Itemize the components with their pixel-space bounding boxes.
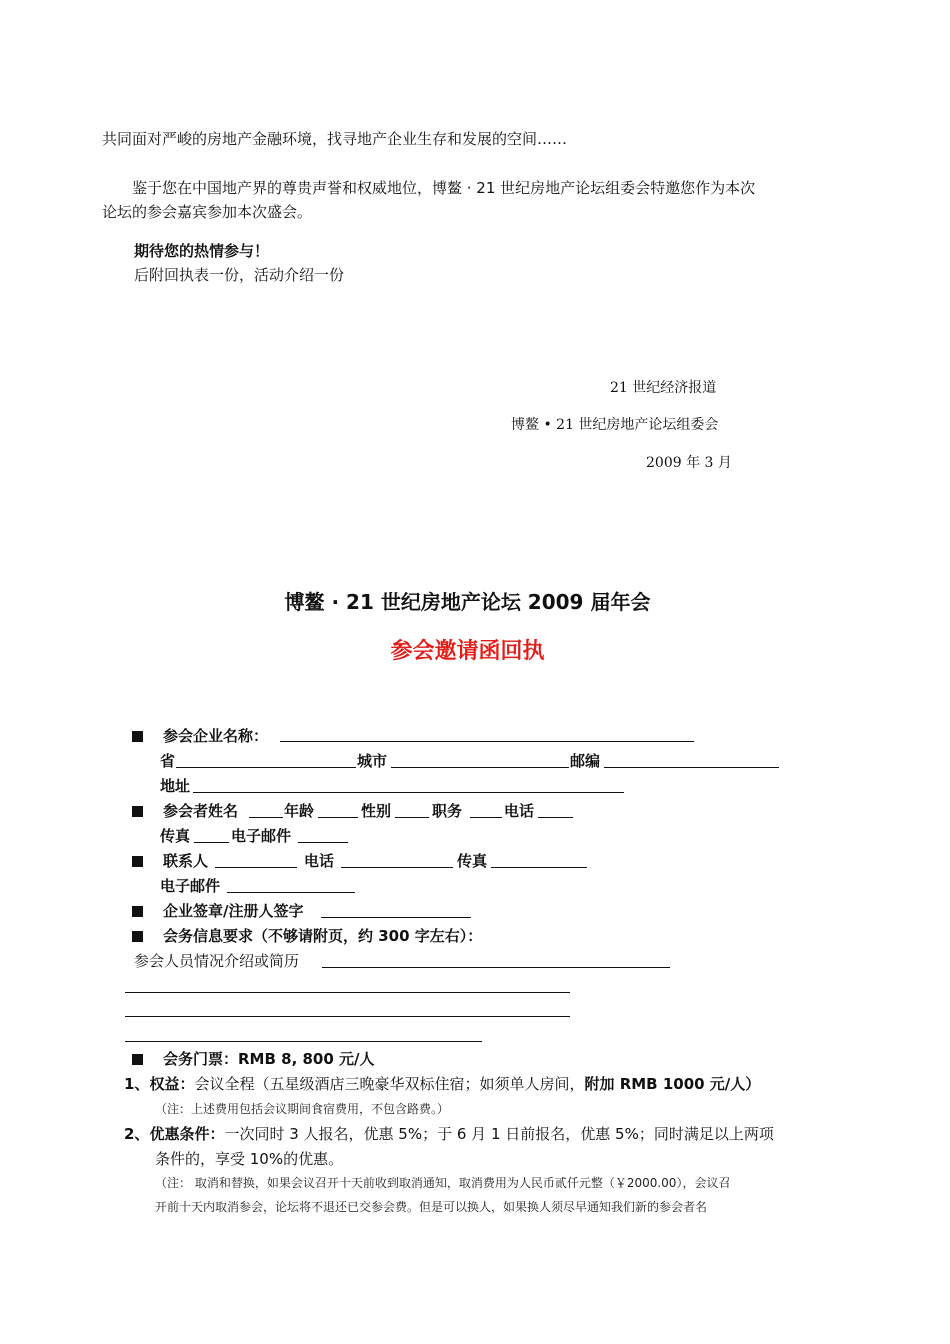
letter-para2-line2: 论坛的参会嘉宾参加本次盛会。	[102, 203, 313, 221]
cancel-note2: 开前十天内取消参会，论坛将不退还已交参会费。但是可以换人，如果换人须尽早通知我们新的参会者名	[155, 1200, 708, 1214]
bullet-square-icon	[132, 856, 143, 867]
position-field[interactable]	[470, 817, 502, 818]
city-label: 城市	[357, 752, 388, 770]
company-label: 参会企业名称：	[163, 727, 269, 745]
phone-label: 电话	[504, 802, 535, 820]
province-field[interactable]	[176, 767, 356, 768]
rights-note: （注：上述费用包括会议期间食宿费用，不包含路费。）	[155, 1102, 450, 1116]
ticket-label: 会务门票：RMB 8, 800 元/人	[163, 1050, 375, 1068]
position-label: 职务	[432, 802, 463, 820]
email-label: 电子邮件	[231, 827, 292, 845]
bio-field-line3[interactable]	[125, 1016, 570, 1017]
bio-field-line4[interactable]	[125, 1041, 482, 1042]
rights-text: 会议全程（五星级酒店三晚豪华双标住宿；如须单人房间，	[194, 1075, 585, 1093]
gender-field[interactable]	[395, 817, 429, 818]
discount-text1: 一次同时 3 人报名，优惠 5%；于 6 月 1 日前报名，优惠 5%；同时满足以上两项	[224, 1125, 774, 1143]
contact-email-field[interactable]	[227, 892, 355, 893]
bullet-square-icon	[132, 731, 143, 742]
contact-row	[132, 850, 208, 871]
discount-text2: 条件的，享受 10%的优惠。	[155, 1150, 344, 1168]
rights-extra: 附加 RMB 1000 元/人）	[584, 1075, 761, 1093]
rights-row	[124, 1073, 760, 1094]
sign-date: 2009 年 3 月	[646, 455, 732, 471]
address-field[interactable]	[193, 792, 624, 793]
bio-field-line1[interactable]	[322, 967, 670, 968]
bio-field-line2[interactable]	[125, 992, 570, 993]
contact-phone-label: 电话	[304, 852, 335, 870]
phone-field[interactable]	[538, 817, 573, 818]
letter-line1: 共同面对严峻的房地产金融环境，找寻地产企业生存和发展的空间……	[102, 130, 568, 148]
discount-label: 优惠条件：	[149, 1125, 225, 1143]
letter-expect: 期待您的热情参与！	[134, 242, 270, 260]
seal-label: 企业签章/注册人签字	[163, 902, 304, 920]
bullet-square-icon	[132, 1054, 143, 1065]
contact-fax-label: 传真	[457, 852, 488, 870]
contact-label: 联系人	[163, 852, 209, 870]
ticket-row	[132, 1048, 375, 1069]
contact-email-label: 电子邮件	[160, 877, 221, 895]
receipt-subtitle: 参会邀请函回执	[390, 639, 545, 664]
company-name-field[interactable]	[280, 741, 694, 742]
contact-phone-field[interactable]	[341, 867, 453, 868]
attendee-name-field[interactable]	[249, 817, 283, 818]
postcode-field[interactable]	[604, 767, 779, 768]
discount-row	[124, 1123, 774, 1144]
info-row	[132, 925, 482, 946]
sign-org2: 博鳌 • 21 世纪房地产论坛组委会	[511, 417, 719, 433]
fax-field[interactable]	[194, 842, 229, 843]
gender-label: 性别	[361, 802, 392, 820]
fax-label: 传真	[160, 827, 191, 845]
cancel-note1: （注： 取消和替换，如果会议召开十天前收到取消通知，取消费用为人民币贰仟元整（￥2000.00），会议召	[155, 1176, 731, 1190]
receipt-title: 博鳌 · 21 世纪房地产论坛 2009 届年会	[284, 590, 651, 614]
email-field[interactable]	[298, 842, 348, 843]
rights-num: 1、	[124, 1075, 150, 1093]
bio-label: 参会人员情况介绍或简历	[134, 952, 300, 970]
province-label: 省	[160, 752, 176, 770]
city-field[interactable]	[391, 767, 569, 768]
attendee-row	[132, 800, 238, 821]
seal-row	[132, 900, 303, 921]
age-label: 年龄	[284, 802, 315, 820]
contact-fax-field[interactable]	[491, 867, 587, 868]
discount-num: 2、	[124, 1125, 150, 1143]
sign-org1: 21 世纪经济报道	[610, 380, 717, 396]
seal-field[interactable]	[321, 917, 471, 918]
address-label: 地址	[160, 777, 191, 795]
letter-para2-line1: 鉴于您在中国地产界的尊贵声誉和权威地位，博鳌 · 21 世纪房地产论坛组委会特邀您作为本次	[132, 179, 756, 197]
rights-label: 权益：	[149, 1075, 195, 1093]
postcode-label: 邮编	[570, 752, 601, 770]
company-row	[132, 725, 268, 746]
bullet-square-icon	[132, 906, 143, 917]
contact-field[interactable]	[215, 867, 297, 868]
attendee-name-label: 参会者姓名	[163, 802, 239, 820]
info-label: 会务信息要求（不够请附页，约 300 字左右）：	[163, 927, 483, 945]
letter-attach: 后附回执表一份，活动介绍一份	[134, 266, 345, 284]
bullet-square-icon	[132, 806, 143, 817]
bullet-square-icon	[132, 931, 143, 942]
age-field[interactable]	[318, 817, 358, 818]
